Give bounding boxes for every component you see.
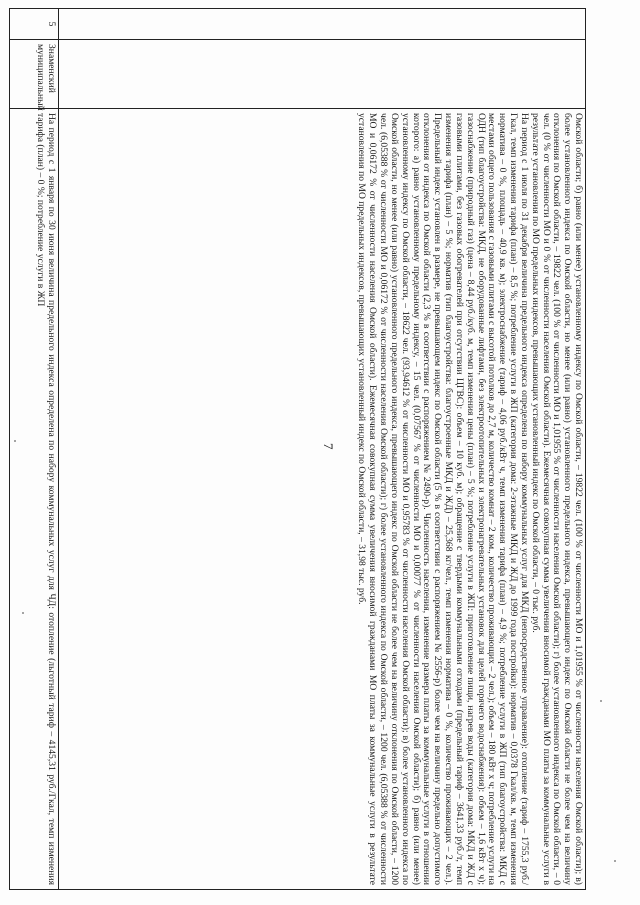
scan-speck — [14, 440, 16, 442]
row-text-cell — [10, 109, 59, 890]
page-number: 7 — [321, 443, 336, 450]
paragraph: На период с 1 января по 30 июня величина предельного индекса определена по набору коммунальных услуг для ЧД: отопление (льготный тариф – 4145,31 руб./Гкал, темп изменения тарифа (план) – 0 %; потребление услуги в ЖП — [35, 113, 57, 885]
paragraph: Омской области; б) равно (или менее) установленному индексу по Омской области, – 19822 чел. (100 % от численности МО и 1,01955 % от численности населения Омской области); в) более установленного индекса по Омской области, но менее (или равно) установленного предельного индекса, превышающего индекс по Омской области не более чем на величину отклонения по Омской области, – 19822 чел. (100 % от численности МО и 1,01955 % от численности населения Омской области); г) более установленного индекса по Омской области, – 0 чел. (0 % от численности МО и 0 % от численности населения Омской области). Ежемесячная совокупная сумма увеличения вносимой гражданами МО платы за коммунальные услуги в результате установления по МО предельных индексов, превышающих установленный индекс по Омской области, – 0 тыс. руб. — [529, 113, 584, 885]
row-name-cell: Знаменский муниципальный — [10, 40, 59, 109]
row-number-cell: 5 — [10, 9, 59, 40]
table-row — [59, 9, 586, 890]
scan-speck — [600, 700, 602, 702]
paragraph: На период с 1 июля по 31 декабря величина предельного индекса определена по набору коммунальных услуг для МКД (непосредственное управление): отопление (тариф – 1755,3 руб./Гкал, темп изменения тарифа (план) – 8,5 %; потребление услуги в ЖП (категория дома: 2-этажные МКД и ЖД до 1999 года постройки): норматив – 0,0378 Гкал/кв. м, темп изменения норматива – 0 %, площадь – 40,9 кв. м); электроснабжение (тариф – 4,06 руб./кВт ч, темп изменения тарифа (план) – 4,9 %; потребление услуги в ЖП (тип благоустройства: МКД с местами общего пользования с газовыми плитами с высотой потолков до 2,7 м, количество комнат – 2 ком., количество проживающих – 2 чел.); объем – 180 кВт х ч; потребление услуги на ОДН (тип благоустройства: МКД, не оборудованные лифтами, без электроотопительных и электронагревательных установок для целей горячего водоснабжения): объем – 1,6 кВт х ч); газоснабжение (природный газ) (цена – 8,44 руб./куб. м, темп изменения цены (план) – 5 %; потребление услуги в ЖП: приготовление пищи, нагрев воды (категория дома: МКД и ЖД с газовыми плитами, без газовых обогревателей при отсутствии ЦГВС): объем – 10 куб. м); обращение с твердыми коммунальными отходами (предельный тариф – 3641,33 руб./т, темп изменения тарифа (план) – 5 %; норматив (тип благоустройства: благоустроенные МКД и ЖД) – 25,368 кг/чел., темп изменения норматива – 0 %, количество проживающих – 2 чел.). Предельный индекс установлен в размере, не превышающем индекс по Омской области (5 % в соответствии с распоряжением № 2556-р) более чем на величину предельно допустимого отклонения от индекса по Омской области (2,3 % в соответствии с распоряжением № 2490-р). Численность населения, изменение размера платы за коммунальные услуги в отношении которого: а) равно установленному предельному индексу, – 15 чел. (0,07567 % от численности МО и 0,00077 % от численности населения Омской области); б) равно (или менее) установленному индексу по Омской области, – 18622 чел. (93,94612 % от численности МО и 0,95783 % от численности населения Омской области); в) более установленного индекса по Омской области, но менее (или равно) установленного предельного индекса, превышающего индекс по Омской области не более чем на величину отклонения по Омской области, – 1200 чел. (6,05388 % от численности МО и 0,06172 % от численности населения Омской области); г) более установленного индекса по Омской области, – 1200 чел. (6,05388 % от численности МО и 0,06172 % от численности населения Омской области). Ежемесячная совокупная сумма увеличения вносимой гражданами МО платы за коммунальные услуги в результате установления по МО предельных индексов, превышающих установленный индекс по Омской области, – 31,98 тыс. руб. — [356, 113, 530, 885]
document-table — [9, 8, 586, 890]
row-name-cell — [59, 40, 586, 109]
row-text-cell — [59, 109, 586, 890]
scan-speck — [22, 612, 24, 614]
table-row — [10, 9, 59, 890]
row-number-cell — [59, 9, 586, 40]
scan-speck — [614, 860, 616, 862]
